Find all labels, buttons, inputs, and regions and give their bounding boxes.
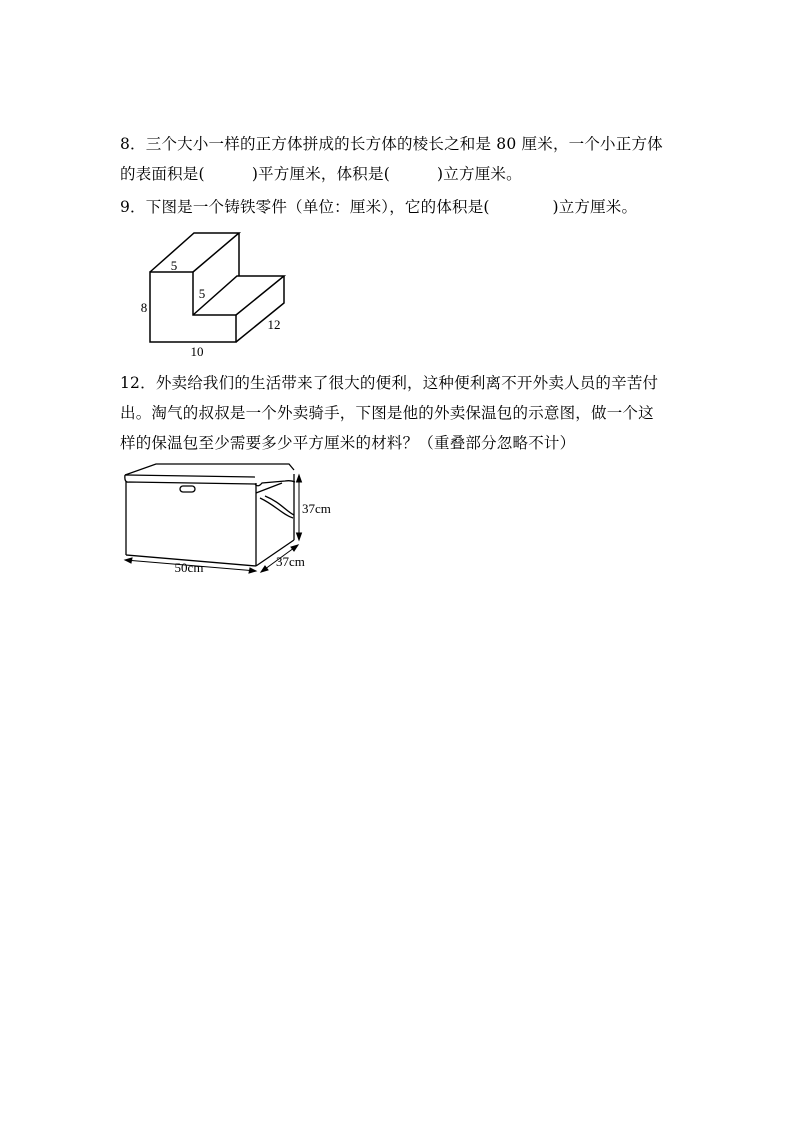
insulated-bag-figure [115, 460, 350, 580]
figure-label-depth: 12 [267, 317, 281, 332]
question-12-line-3: 样的保温包至少需要多少平方厘米的材料？（重叠部分忽略不计） [120, 434, 576, 452]
figure-label-step: 5 [198, 286, 206, 301]
label-length: 50cm [174, 560, 204, 575]
question-12-line-1: 12．外卖给我们的生活带来了很大的便利，这种便利离不开外卖人员的辛苦付 [120, 374, 659, 392]
l-shaped-solid [150, 233, 284, 342]
question-8-line-2: 的表面积是( )平方厘米，体积是( )立方厘米。 [120, 165, 522, 183]
figure-label-width: 10 [190, 344, 204, 359]
label-depth: 37cm [276, 554, 305, 569]
question-8-line-1: 8．三个大小一样的正方体拼成的长方体的棱长之和是 80 厘米，一个小正方体 [120, 135, 663, 153]
bag-outline [125, 464, 295, 566]
question-12-line-2: 出。淘气的叔叔是一个外卖骑手，下图是他的外卖保温包的示意图，做一个这 [120, 404, 654, 422]
cast-iron-part-figure [120, 225, 300, 360]
dimension-height [297, 475, 302, 540]
label-height: 37cm [302, 501, 331, 516]
figure-label-height: 8 [140, 300, 148, 315]
question-9-line-1: 9．下图是一个铸铁零件（单位：厘米），它的体积是( )立方厘米。 [120, 198, 638, 216]
figure-label-top: 5 [170, 258, 178, 273]
